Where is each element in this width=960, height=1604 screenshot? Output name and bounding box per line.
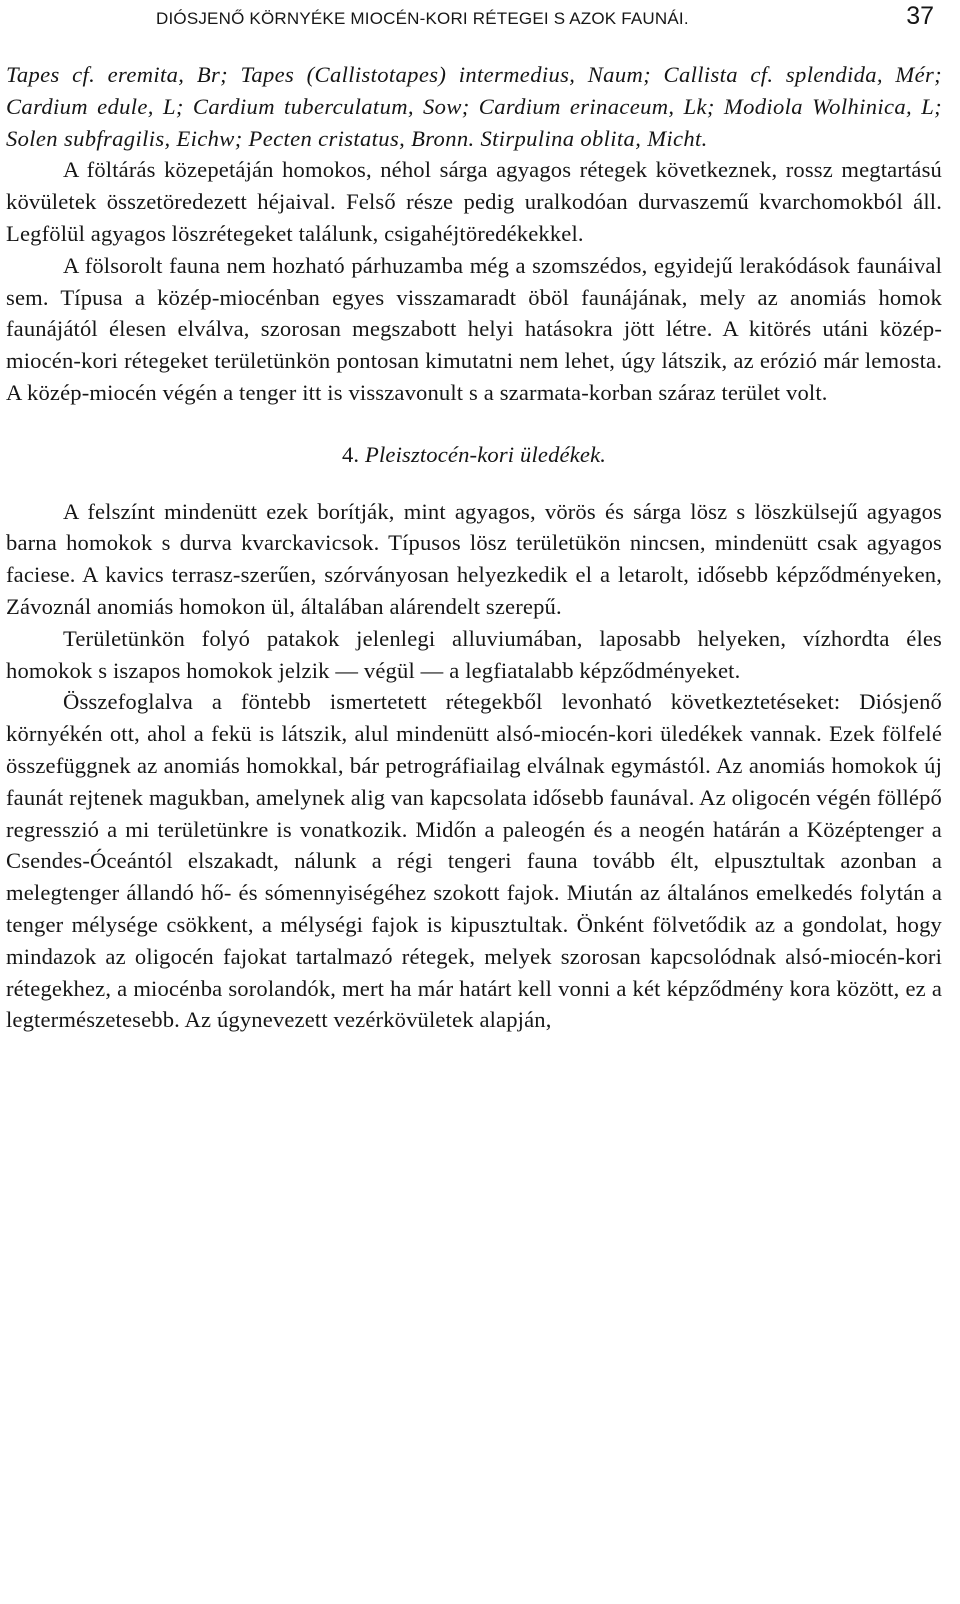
paragraph-rock-layers: A föltárás közepetáján homokos, néhol sárga agyagos rétegek következnek, rossz megtartású kövületek összetöredezett héjaival. Felső része pedig uralkodóan durvaszemű kvarchomokból áll. Legfölül agyagos löszrétegeket találunk, csigahéjtöredékekkel. [6, 157, 942, 246]
running-header [6, 0, 942, 36]
paragraph-alluvium: Területünkön folyó patakok jelenlegi alluviumában, laposabb helyeken, vízhordta éles homokok s iszapos homokok jelzik — végül — a legfiatalabb képződményeket. [6, 625, 942, 683]
section-number: 4. [341, 441, 360, 467]
species-list: Tapes cf. eremita, Br; Tapes (Callistotapes) intermedius, Naum; Callista cf. splendida, Mér; Cardium edule, L; Cardium tuberculatum, Sow; Cardium erinaceum, Lk; Modiola Wolhinica, L; Solen subfragilis, Eichw; Pecten cristatus, Bronn. Stirpulina oblita, Micht. [6, 62, 942, 151]
paragraph-surface-deposits: A felszínt mindenütt ezek borítják, mint agyagos, vörös és sárga lösz s löszkülsejű agyagos barna homokok s durva kvarckavicsok. Típusos lösz területükön nincsen, mindenütt csak agyagos faciese. A kavics terrasz-szerűen, szórványosan helyezkedik el a letarolt, idősebb képződményeken, Závoznál anomiás homokon ül, általában alárendelt szerepű. [6, 498, 942, 619]
section-heading [6, 439, 942, 471]
page-number: 37 [906, 2, 934, 30]
paragraph-fauna-comparison: A fölsorolt fauna nem hozható párhuzamba még a szomszédos, egyidejű lerakódások faunáival sem. Típusa a közép-miocénban egyes visszamaradt öböl faunájának, mely az anomiás homok faunájától élesen elválva, szorosan megszabott helyi hatásokra jött létre. A kitörés utáni közép-miocén-kori rétegeket területünkön pontosan kimutatni nem lehet, úgy látszik, az erózió már lemosta. A közép-miocén végén a tenger itt is visszavonult s a szarmata-korban száraz terület volt. [6, 252, 942, 405]
section-title: Pleisztocén-kori üledékek. [365, 441, 607, 467]
running-title: DIÓSJENŐ KÖRNYÉKE MIOCÉN-KORI RÉTEGEI S AZOK FAUNÁI. [156, 9, 689, 28]
paragraph-summary: Összefoglalva a föntebb ismertetett rétegekből levonható következtetéseket: Diósjenő környékén ott, ahol a fekü is látszik, alul mindenütt alsó-miocén-kori üledékek vannak. Ezek fölfelé összefüggnek az anomiás homokkal, bár petrográfiailag elválnak egymástól. Az anomiás homokok új faunát rejtenek magukban, amelynek alig van kapcsolata idősebb faunával. Az oligocén végén föllépő regresszió a mi területünkre is vonatkozik. Midőn a paleogén és a neogén határán a Középtenger a Csendes-Óceántól elszakadt, nálunk a régi tengeri fauna tovább élt, elpusztultak azonban a melegtenger állandó hő- és sómennyiségéhez szokott fajok. Miután az általános emelkedés folytán a tenger mélysége csökkent, a mélységi fajok is kipusztultak. Önként fölvetődik az a gondolat, hogy mindazok az oligocén fajokat tartalmazó rétegek, melyek szorosan kapcsolódnak alsó-miocén-kori rétegekhez, a miocénba sorolandók, mert ha már határt kell vonni a két képződmény kora között, ez a legtermészetesebb. Az úgynevezett vezérkövületek alapján, [6, 689, 942, 1033]
main-text [6, 59, 942, 1036]
